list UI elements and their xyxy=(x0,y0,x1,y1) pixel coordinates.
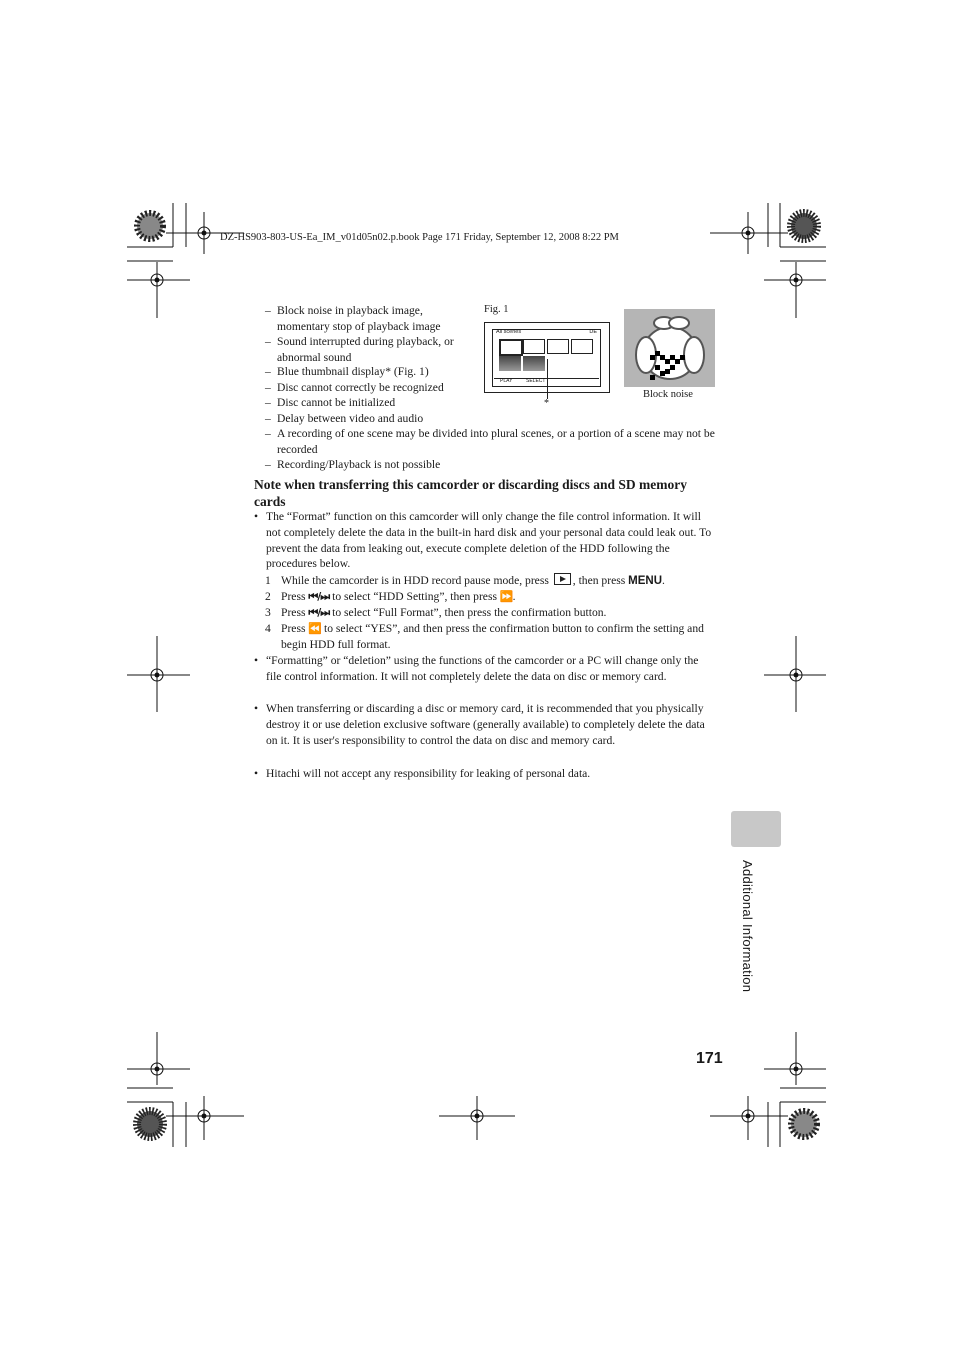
menu-button-label: MENU xyxy=(628,575,663,587)
list-item: – Sound interrupted during playback, or abnormal sound xyxy=(265,335,454,364)
screen-select: SELECT xyxy=(526,378,546,384)
list-item: – Disc cannot correctly be recognized xyxy=(265,381,444,394)
list-item: – Disc cannot be initialized xyxy=(265,396,396,409)
list-item: • The “Format” function on this camcorder will only change the file control information. It will not completely delete the data in the built-in hard disk and your personal data could leak out. To prevent the data from leaking out, execute complete deletion of the HDD following the procedures below. xyxy=(254,510,712,571)
page-number: 171 xyxy=(696,1050,723,1067)
block-noise-caption: Block noise xyxy=(643,389,693,400)
figure-asterisk: * xyxy=(544,398,549,409)
list-item: – Block noise in playback image, momentary stop of playback image xyxy=(265,304,441,333)
step-3: 3 Press ⏮/⏭ to select “Full Format”, then press the confirmation button. xyxy=(265,606,607,619)
screen-mode: DE xyxy=(589,329,597,335)
play-button-icon xyxy=(554,573,571,585)
step-2: 2 Press ⏮/⏭ to select “HDD Setting”, then press ⏩. xyxy=(265,590,516,603)
list-item: – A recording of one scene may be divided into plural scenes, or a portion of a scene may not be recorded xyxy=(265,427,715,456)
list-item: – Blue thumbnail display* (Fig. 1) xyxy=(265,365,429,378)
thumbnail-screen-figure xyxy=(484,322,610,393)
list-item: • When transferring or discarding a disc or memory card, it is recommended that you physically destroy it or use deletion exclusive software (generally available) to completely delete the data on it. It is user's responsibility to control the data on disc and memory card. xyxy=(254,702,705,747)
skip-buttons-icon: ⏮/⏭ xyxy=(308,606,330,619)
section-heading: Note when transferring this camcorder or discarding discs and SD memory cards xyxy=(254,477,687,509)
chapter-tab xyxy=(731,811,781,847)
list-item: • Hitachi will not accept any responsibility for leaking of personal data. xyxy=(254,767,591,780)
file-info-header: DZ-HS903-803-US-Ea_IM_v01d05n02.p.book Page 171 Friday, September 12, 2008 8:22 PM xyxy=(220,232,619,243)
screen-play: PLAY xyxy=(500,378,513,384)
fast-forward-icon: ⏩ xyxy=(499,590,513,603)
step-4: 4 Press ⏪ to select “YES”, and then press the confirmation button to confirm the setting and begin HDD full format. xyxy=(265,622,704,651)
figure-label: Fig. 1 xyxy=(484,304,509,315)
block-noise-image xyxy=(624,309,715,387)
skip-buttons-icon: ⏮/⏭ xyxy=(308,590,330,603)
step-1: 1 While the camcorder is in HDD record pause mode, press , then press MENU. xyxy=(265,574,665,587)
list-item: – Recording/Playback is not possible xyxy=(265,458,441,471)
chapter-label: Additional Information xyxy=(740,860,755,993)
list-item: – Delay between video and audio xyxy=(265,412,424,425)
list-item: • “Formatting” or “deletion” using the functions of the camcorder or a PC will change only the file control information. It will not completely delete the data on disc or memory card. xyxy=(254,654,699,683)
screen-title: All scenes xyxy=(496,329,522,335)
character-icon xyxy=(624,309,715,387)
rewind-icon: ⏪ xyxy=(308,622,322,635)
